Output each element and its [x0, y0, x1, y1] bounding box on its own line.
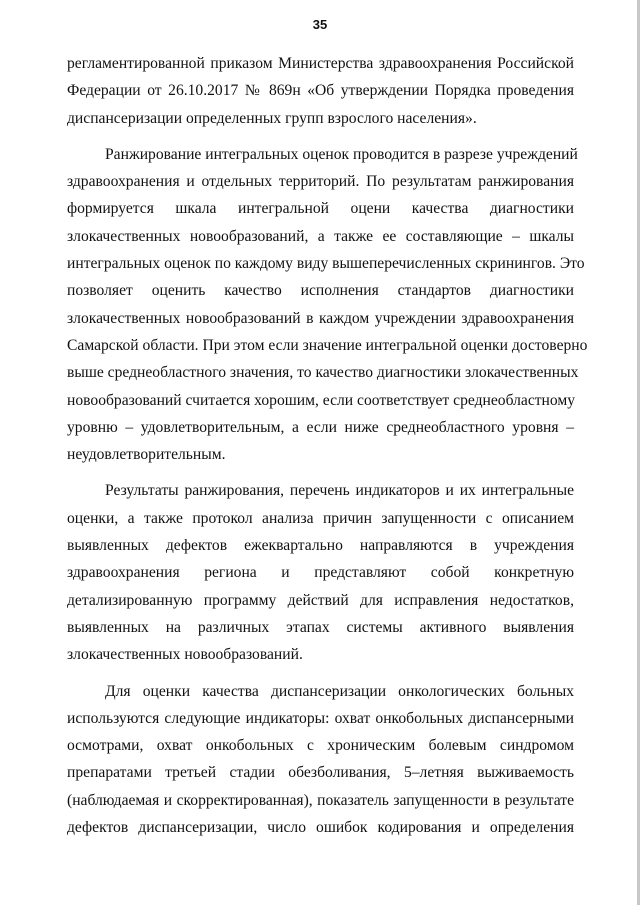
text-line: выше среднеобластного значения, то качество диагностики злокачественных: [67, 364, 579, 382]
text-line: позволяет оценить качество исполнения стандартов диагностики: [67, 282, 574, 300]
text-line: детализированную программу действий для исправления недостатков,: [67, 591, 574, 609]
text-line: интегральных оценок по каждому виду вышеперечисленных скринингов. Это: [67, 255, 585, 273]
text-line: выявленных на различных этапах системы активного выявления: [67, 618, 574, 636]
text-line: выявленных дефектов ежеквартально направляются в учреждения: [67, 537, 574, 555]
paragraph: [67, 678, 574, 842]
text-line: осмотрами, охват онкобольных с хроническим болевым синдромом: [67, 737, 574, 755]
text-line: Результаты ранжирования, перечень индикаторов и их интегральные: [105, 482, 574, 500]
text-line: здравоохранения и отдельных территорий. По результатам ранжирования: [67, 173, 574, 191]
text-line: диспансеризации определенных групп взрослого населения».: [67, 109, 477, 127]
paragraph-gap: [67, 669, 574, 678]
paragraph: [67, 141, 588, 469]
text-line: регламентированной приказом Министерства здравоохранения Российской: [67, 55, 574, 72]
text-line: Самарской области. При этом если значение интегральной оценки достоверно: [67, 336, 588, 354]
text-line: (наблюдаемая и скорректированная), показатель запущенности в результате: [67, 791, 574, 809]
text-line: злокачественных новообразований, а также ее составляющие – шкалы: [67, 227, 574, 245]
text-line: формируется шкала интегральной оцени качества диагностики: [67, 200, 574, 218]
text-line: Для оценки качества диспансеризации онкологических больных: [105, 682, 574, 700]
text-line: Ранжирование интегральных оценок проводится в разрезе учреждений: [105, 145, 578, 163]
paragraph: [67, 477, 574, 668]
text-line: препаратами третьей стадии обезболивания, 5–летняя выживаемость: [67, 764, 574, 782]
text-line: дефектов диспансеризации, число ошибок кодирования и определения: [67, 819, 574, 837]
paragraph-gap: [67, 132, 574, 141]
paragraph: [67, 50, 574, 132]
text-line: злокачественных новообразований.: [67, 646, 303, 664]
text-line: используются следующие индикаторы: охват онкобольных диспансерными: [67, 709, 574, 727]
text-line: Федерации от 26.10.2017 № 869н «Об утверждении Порядка проведения: [67, 82, 574, 100]
paragraph-gap: [67, 468, 574, 477]
text-line: уровню – удовлетворительным, а если ниже среднеобластного уровня –: [67, 418, 574, 436]
text-line: неудовлетворительным.: [67, 446, 226, 464]
page-number: 35: [312, 17, 328, 32]
text-line: оценки, а также протокол анализа причин запущенности с описанием: [67, 509, 574, 527]
text-line: злокачественных новообразований в каждом учреждении здравоохранения: [67, 309, 574, 327]
body-text: [67, 50, 588, 841]
text-line: новообразований считается хорошим, если соответствует среднеобластному: [67, 391, 576, 409]
text-line: здравоохранения региона и представляют собой конкретную: [67, 564, 574, 582]
